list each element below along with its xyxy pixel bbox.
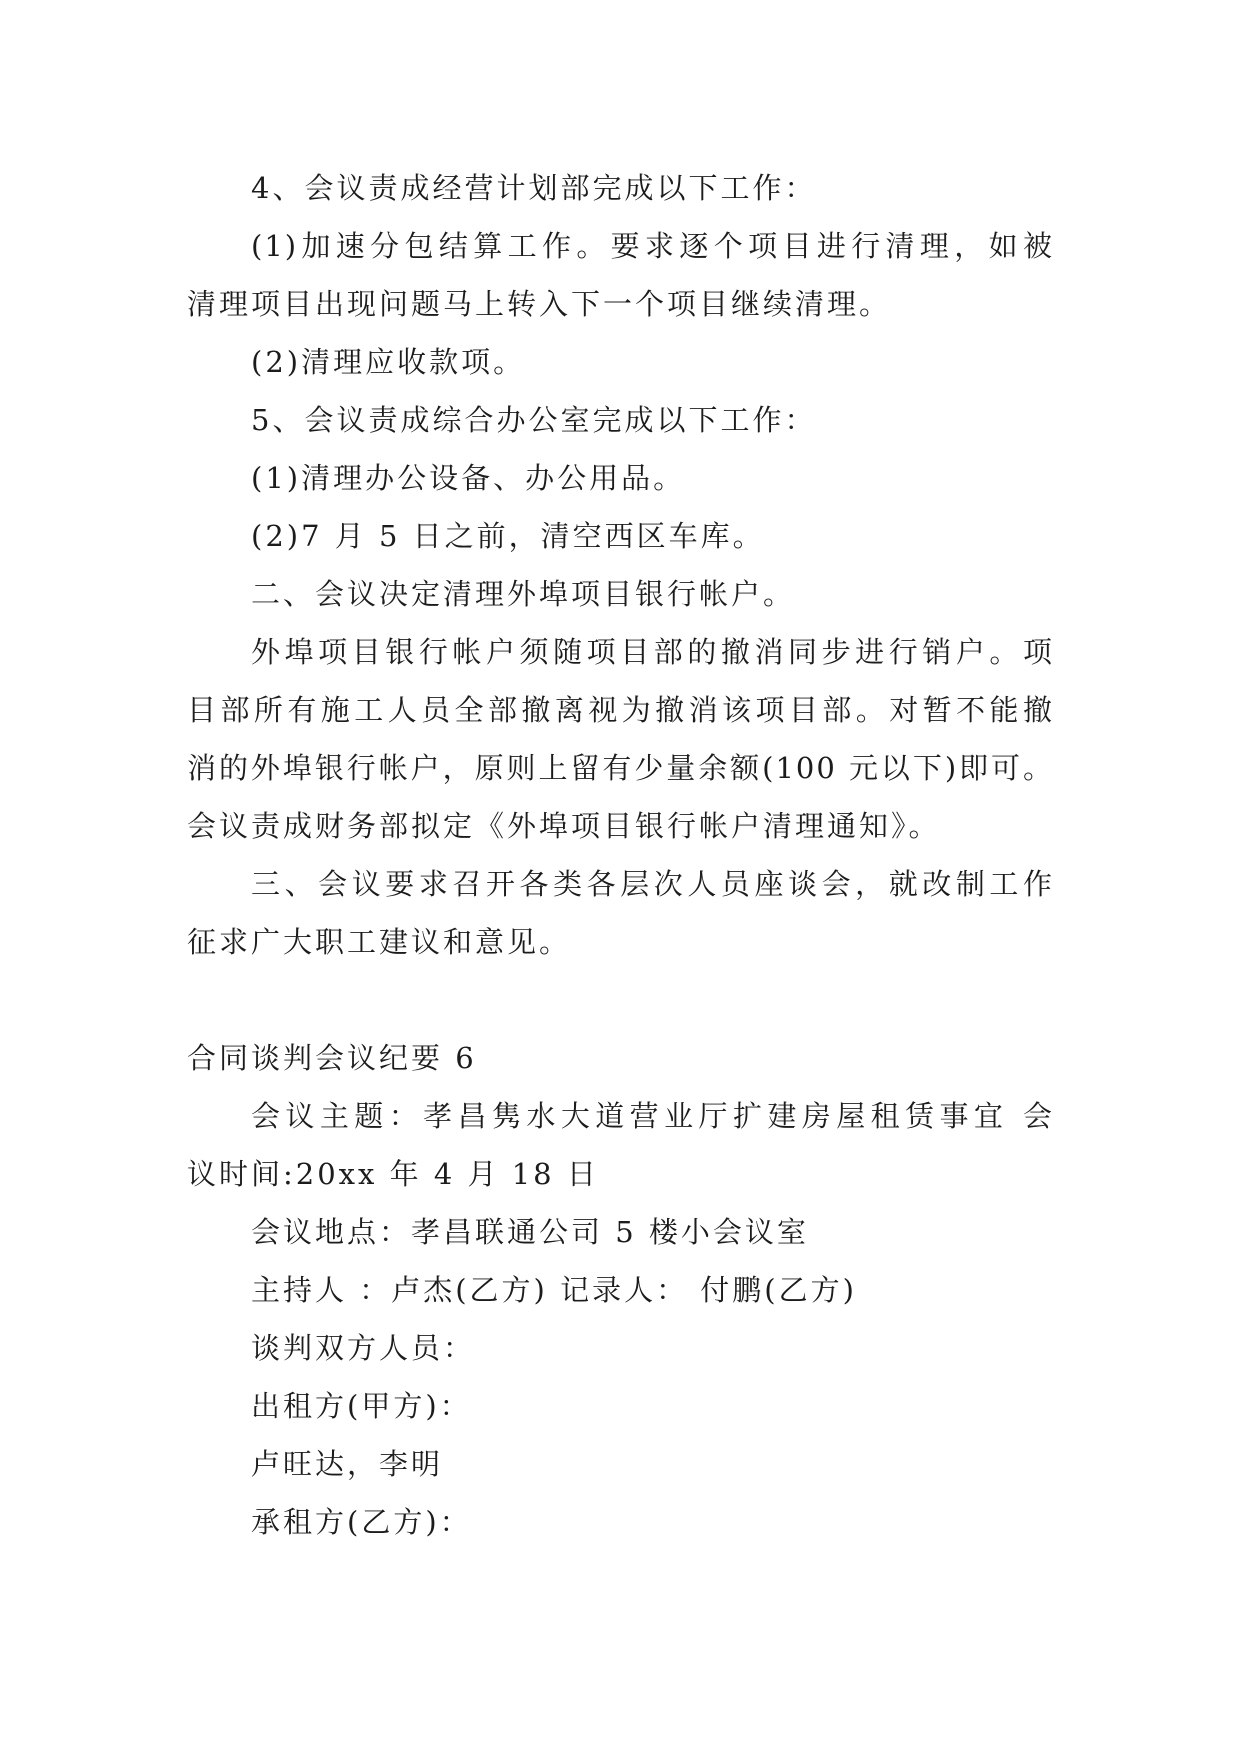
item-4-2: (2)清理应收款项。 [251, 345, 526, 379]
meeting-time-line: 议时间:20xx 年 4 月 18 日 [187, 1157, 599, 1191]
minutes-title: 合同谈判会议纪要 6 [187, 1041, 477, 1075]
decision-2-body-line: 目部所有施工人员全部撤离视为撤消该项目部。对暂不能撤 [187, 693, 1054, 727]
document-body [187, 159, 1054, 1551]
item-5-heading: 5、会议责成综合办公室完成以下工作： [251, 403, 817, 437]
decision-3-line: 三、会议要求召开各类各层次人员座谈会，就改制工作 [251, 867, 1054, 901]
lessor-names: 卢旺达，李明 [251, 1447, 444, 1481]
decision-2-body-line: 消的外埠银行帐户，原则上留有少量余额(100 元以下)即可。 [187, 751, 1054, 785]
decision-2-heading: 二、会议决定清理外埠项目银行帐户。 [251, 577, 796, 611]
meeting-host-recorder: 主持人 ：卢杰(乙方) 记录人： 付鹏(乙方) [251, 1273, 857, 1307]
lessee-label: 承租方(乙方)： [251, 1505, 472, 1539]
item-4-1-line: 清理项目出现问题马上转入下一个项目继续清理。 [187, 287, 892, 321]
blank-line [187, 971, 1054, 1029]
item-5-1: (1)清理办公设备、办公用品。 [251, 461, 686, 495]
meeting-location: 会议地点：孝昌联通公司 5 楼小会议室 [251, 1215, 809, 1249]
item-4-1-line: (1)加速分包结算工作。要求逐个项目进行清理，如被 [251, 229, 1054, 263]
decision-2-body-line: 外埠项目银行帐户须随项目部的撤消同步进行销户。项 [251, 635, 1054, 669]
negotiation-parties-label: 谈判双方人员： [251, 1331, 476, 1365]
lessor-label: 出租方(甲方)： [251, 1389, 472, 1423]
meeting-topic-line: 会议主题：孝昌隽水大道营业厅扩建房屋租赁事宜 会 [251, 1099, 1054, 1133]
item-4-heading: 4、会议责成经营计划部完成以下工作： [251, 171, 817, 205]
item-5-2: (2)7 月 5 日之前，清空西区车库。 [251, 519, 765, 553]
decision-2-body-line: 会议责成财务部拟定《外埠项目银行帐户清理通知》。 [187, 809, 941, 843]
decision-3-line: 征求广大职工建议和意见。 [187, 925, 572, 959]
